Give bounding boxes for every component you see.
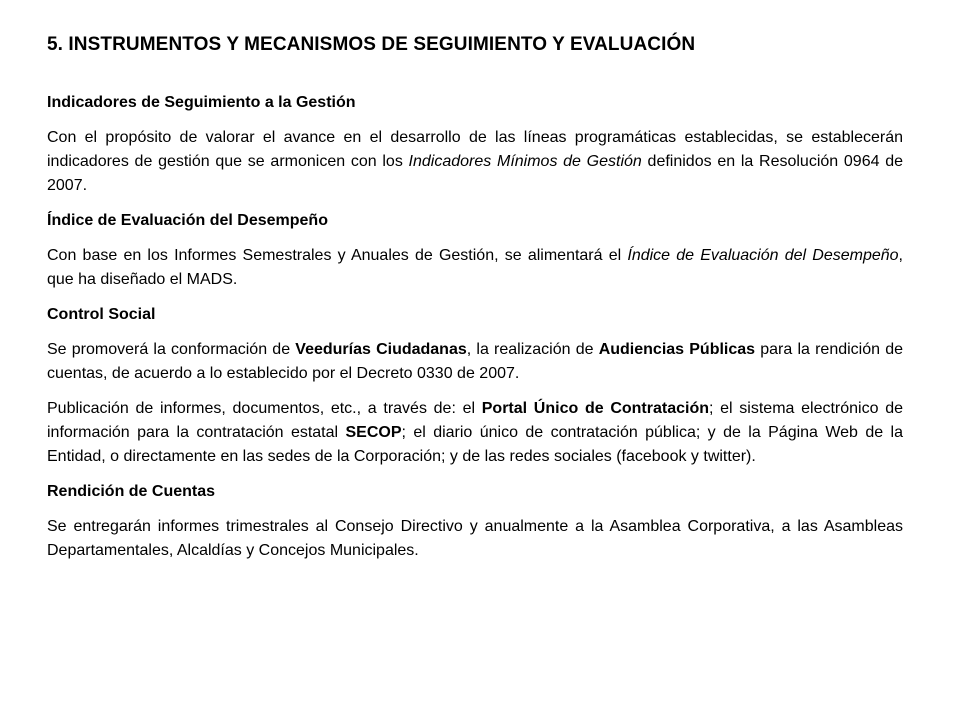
text-run: Se promoverá la conformación de: [47, 341, 296, 358]
bold-text-run: Audiencias Públicas: [598, 341, 756, 358]
text-run: definidos en la Resolución 0964 de 2007.: [47, 153, 904, 194]
paragraph-indice: [47, 244, 903, 292]
text-run: Se entregarán informes trimestrales al Consejo Directivo y anualmente a la Asamblea Corporativa, a las Asambleas Departamentales, Alcaldías y Concejos Municipales.: [47, 518, 903, 559]
slide-content: [47, 30, 903, 574]
text-run: Publicación de informes, documentos, etc., a través de: el: [47, 400, 482, 417]
italic-text-run: Indicadores Mínimos de Gestión: [408, 153, 642, 170]
text-run: , que ha diseñado el MADS.: [47, 247, 903, 288]
paragraph-indicadores: [47, 126, 903, 198]
bold-text-run: Portal Único de Contratación: [481, 400, 709, 417]
bold-text-run: SECOP: [345, 424, 402, 441]
text-run: para la rendición de cuentas, de acuerdo a lo establecido por el Decreto 0330 de 2007.: [47, 341, 904, 382]
text-run: ; el diario único de contratación pública; y de la Página Web de la Entidad, o directamente en las sedes de la Corporación; y de las redes sociales (facebook y twitter).: [47, 424, 903, 465]
section-heading-indicadores: Indicadores de Seguimiento a la Gestión: [47, 94, 356, 111]
paragraph-rendicion: [47, 515, 903, 563]
section-heading-rendicion: Rendición de Cuentas: [47, 483, 216, 500]
italic-text-run: Índice de Evaluación del Desempeño: [627, 247, 899, 264]
paragraph-publicacion: [47, 397, 903, 469]
section-heading-indice: Índice de Evaluación del Desempeño: [47, 212, 328, 229]
text-run: , la realización de: [466, 341, 599, 358]
page-title: 5. INSTRUMENTOS Y MECANISMOS DE SEGUIMIENTO Y EVALUACIÓN: [47, 34, 696, 55]
text-run: ; el sistema electrónico de información para la contratación estatal: [47, 400, 904, 441]
paragraph-veedurias: [47, 338, 903, 386]
text-run: Con base en los Informes Semestrales y Anuales de Gestión, se alimentará el: [47, 247, 628, 264]
section-heading-control-social: Control Social: [47, 306, 156, 323]
text-run: Con el propósito de valorar el avance en el desarrollo de las líneas programáticas establecidas, se establecerán indicadores de gestión que se armonicen con los: [47, 129, 903, 170]
bold-text-run: Veedurías Ciudadanas: [295, 341, 467, 358]
